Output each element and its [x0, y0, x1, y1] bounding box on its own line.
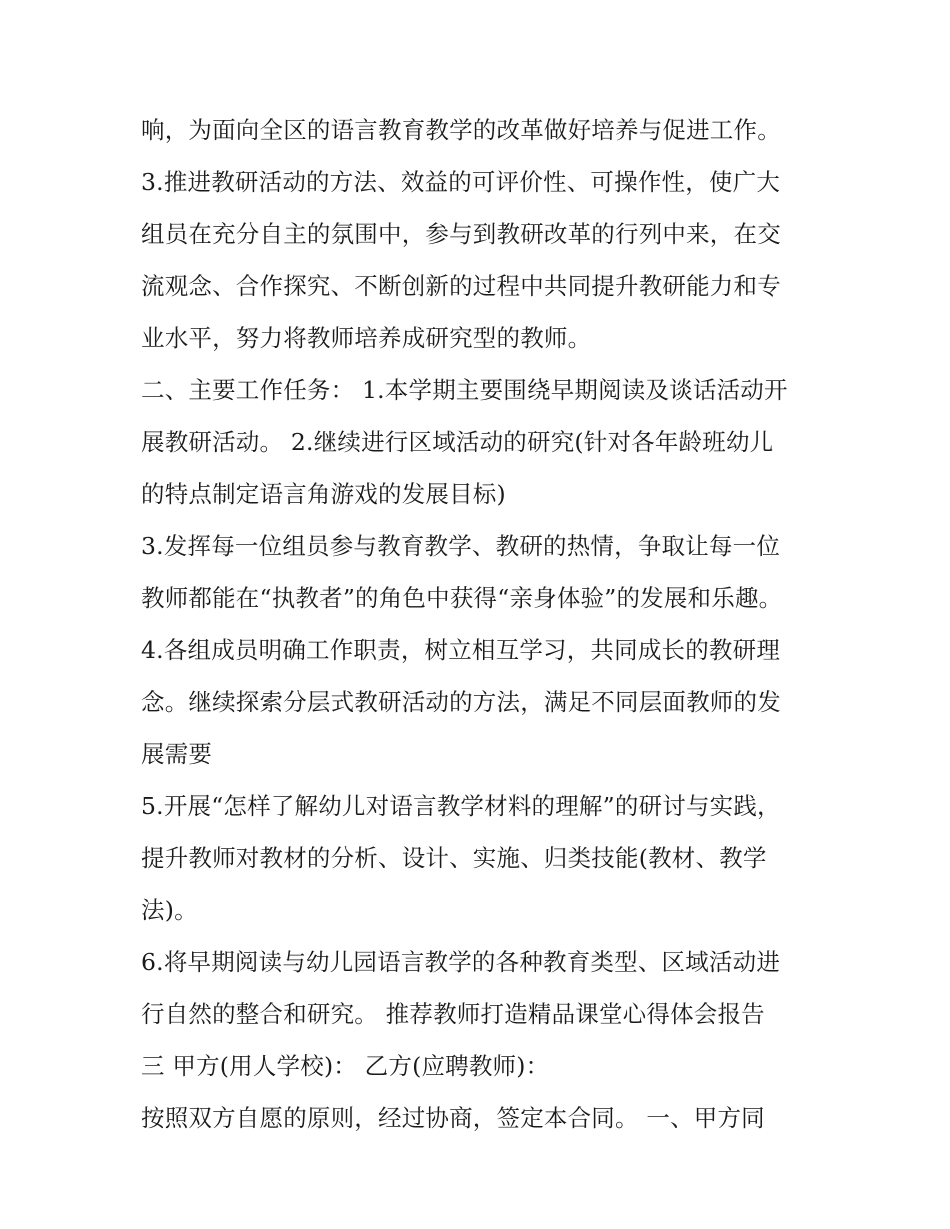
text-line: 展需要: [141, 740, 213, 768]
text-line: 业水平，努力将教师培养成研究型的教师。: [141, 324, 592, 352]
text-line: 行自然的整合和研究。 推荐教师打造精品课堂心得体会报告: [141, 1000, 765, 1028]
text-line: 响，为面向全区的语言教育教学的改革做好培养与促进工作。: [141, 116, 781, 144]
text-line: 教师都能在“执教者”的角色中获得“亲身体验”的发展和乐趣。: [141, 584, 783, 612]
text-line: 念。继续探索分层式教研活动的方法，满足不同层面教师的发: [141, 688, 781, 716]
text-line: 按照双方自愿的原则，经过协商，签定本合同。 一、甲方同: [141, 1104, 765, 1132]
text-line: 4.各组成员明确工作职责，树立相互学习，共同成长的教研理: [141, 636, 781, 664]
text-line: 6.将早期阅读与幼儿园语言教学的各种教育类型、区域活动进: [141, 948, 781, 976]
text-line: 的特点制定语言角游戏的发展目标): [141, 480, 506, 508]
text-line: 组员在充分自主的氛围中，参与到教研改革的行列中来，在交: [141, 220, 781, 248]
text-line: 3.发挥每一位组员参与教育教学、教研的热情，争取让每一位: [141, 532, 781, 560]
text-line: 法)。: [141, 896, 198, 924]
text-line: 5.开展“怎样了解幼儿对语言教学材料的理解”的研讨与实践，: [141, 792, 781, 820]
text-line: 三 甲方(用人学校)： 乙方(应聘教师)：: [141, 1052, 550, 1080]
text-line: 3.推进教研活动的方法、效益的可评价性、可操作性，使广大: [141, 168, 781, 196]
text-line: 二、主要工作任务： 1.本学期主要围绕早期阅读及谈话活动开: [141, 376, 788, 404]
text-line: 流观念、合作探究、不断创新的过程中共同提升教研能力和专: [141, 272, 781, 300]
text-line: 展教研活动。 2.继续进行区域活动的研究(针对各年龄班幼儿: [141, 428, 774, 456]
document-body: [141, 104, 821, 1144]
text-line: 提升教师对教材的分析、设计、实施、归类技能(教材、教学: [141, 844, 767, 872]
